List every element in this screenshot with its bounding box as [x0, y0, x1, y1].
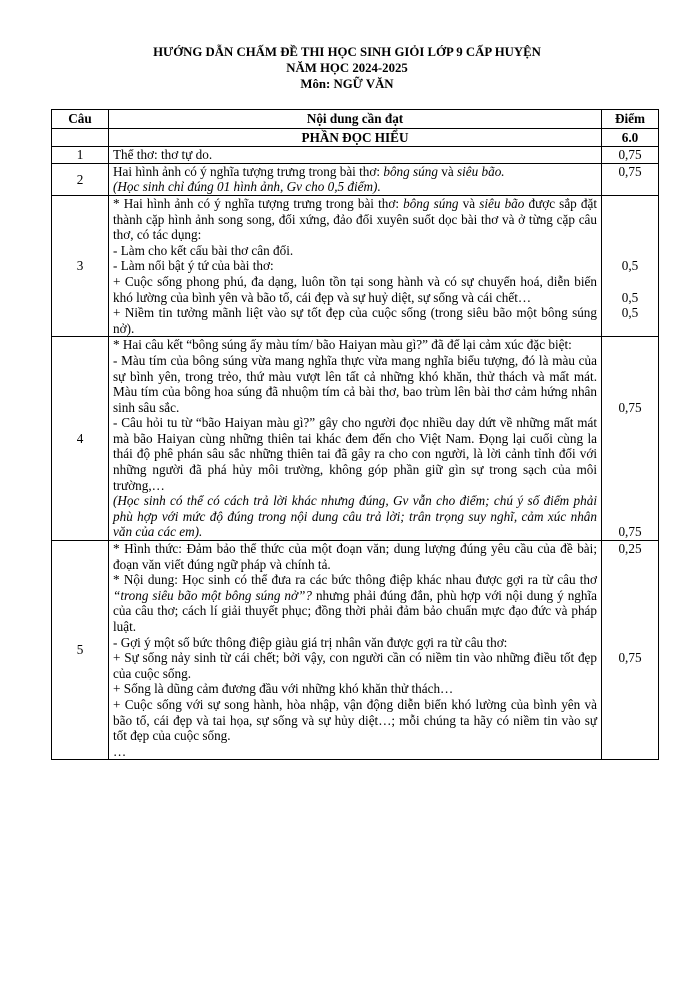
score-value: 0,25 — [618, 541, 642, 557]
answer-paragraph: * Hai hình ảnh có ý nghĩa tượng trưng trong bài thơ: bông súng và siêu bão được sắp đặt thành cặp hình ảnh song song, đối xứng, đảo đối xuyên suốt dọc bài thơ và ở từng cặp câu thơ, có tác dụng: — [113, 195, 597, 243]
document-header — [0, 44, 694, 92]
document-title: HƯỚNG DẪN CHẤM ĐỀ THI HỌC SINH GIỎI LỚP 9 CẤP HUYỆN — [153, 45, 541, 59]
score-cell: 0,75 — [602, 147, 659, 164]
table-row — [52, 195, 659, 336]
score-cell — [602, 195, 659, 336]
answer-content: Thể thơ: thơ tự do. — [109, 147, 602, 164]
question-number: 4 — [52, 337, 109, 541]
score-value: 0,75 — [618, 399, 642, 415]
subject-label: Môn: NGỮ VĂN — [300, 77, 394, 91]
section-score: 6.0 — [602, 128, 659, 147]
table-row — [52, 163, 659, 195]
answer-paragraph: * Nội dung: Học sinh có thể đưa ra các bức thông điệp khác nhau được gợi ra từ câu thơ “trong siêu bão một bông súng nở”? nhưng phải đúng đắn, phù hợp với nội dung ý nghĩa của câu thơ; cách lí giải thuyết phục; đồng thời phải đảm bảo chuẩn mực đạo đức và pháp luật. — [113, 572, 597, 634]
answer-text: Hai hình ảnh có ý nghĩa tượng trưng trong bài thơ: — [113, 163, 384, 179]
answer-paragraph: - Màu tím của bông súng vừa mang nghĩa thực vừa mang nghĩa biểu tượng, đó là màu của sự bình yên, trong trẻo, thứ màu vượt lên tất cả những khó khăn, thử thách và mất mát. Màu tím của bông hoa súng đã nhuộm tím cả bài thơ, bao trùm lên bài thơ cảm hứng nhân sinh sâu sắc. — [113, 352, 597, 415]
table-row — [52, 541, 659, 760]
answer-paragraph: + Cuộc sống với sự song hành, hòa nhập, vận động diễn biến khó lường của bình yên và bão tố, cái đẹp và tai họa, sự sống và sự hủy diệt…; mỗi chúng ta hãy có niềm tin vào sự tốt đẹp của cuộc sống. — [113, 696, 597, 744]
answer-paragraph: - Làm nổi bật ý tứ của bài thơ: — [113, 258, 274, 274]
answer-paragraph: - Câu hỏi tu từ “bão Haiyan màu gì?” gây cho người đọc nhiều day dứt về những mất mát mà bão Haiyan cùng những thiên tai khác đem đến cho Việt Nam. Đọng lại cuối cùng la thái độ phê phán sâu sắc những thiên tai đã gây ra cho con người, là lời cảnh tỉnh đối với những người đã phá hủy môi trường, không góp phần giữ gìn sự trong sạch của môi trường,… — [113, 415, 597, 493]
answer-text-italic: bông súng — [383, 163, 438, 179]
score-value: 0,5 — [621, 289, 639, 305]
answer-paragraph: - Làm cho kết cấu bài thơ cân đối. — [113, 242, 294, 258]
answer-paragraph: + Sống là dũng cảm đương đầu với những khó khăn thử thách… — [113, 681, 454, 697]
question-number: 3 — [52, 195, 109, 336]
answer-content — [109, 163, 602, 195]
section-empty-cell — [52, 128, 109, 147]
score-value: 0,75 — [618, 524, 642, 540]
answer-text-italic: siêu bão. — [456, 163, 505, 179]
table-row — [52, 337, 659, 541]
answer-text: và — [437, 163, 457, 179]
answer-paragraph: - Gợi ý một số bức thông điệp giàu giá trị nhân văn được gợi ra từ câu thơ: — [113, 634, 508, 650]
score-value: 0,75 — [618, 650, 642, 666]
answer-paragraph: + Sự sống nảy sinh từ cái chết; bởi vậy, con người cần có niềm tin vào những điều tốt đẹp của cuộc sống. — [113, 650, 597, 681]
answer-content — [109, 195, 602, 336]
table-header-row — [52, 110, 659, 129]
column-header-question: Câu — [52, 110, 109, 129]
grading-table — [51, 109, 659, 760]
score-cell — [602, 337, 659, 541]
section-title: PHẦN ĐỌC HIỂU — [109, 128, 602, 147]
section-row — [52, 128, 659, 147]
answer-content — [109, 337, 602, 541]
grading-note: (Học sinh có thể có cách trả lời khác nhưng đúng, Gv vẫn cho điểm; chú ý số điểm phải phù hợp với mức độ đúng trong nội dung câu trả lời; trân trọng suy nghĩ, cảm xúc nhân văn của các em). — [113, 493, 597, 540]
score-value: 0,5 — [621, 258, 639, 274]
question-number: 5 — [52, 541, 109, 760]
column-header-content: Nội dung cần đạt — [109, 110, 602, 129]
answer-content — [109, 541, 602, 760]
answer-paragraph: … — [113, 743, 127, 759]
question-number: 2 — [52, 163, 109, 195]
score-cell: 0,75 — [602, 163, 659, 195]
column-header-score: Điểm — [602, 110, 659, 129]
answer-paragraph: * Hình thức: Đảm bảo thể thức của một đoạn văn; dung lượng đúng yêu cầu của đề bài; đoạn văn viết đúng ngữ pháp và chính tả. — [113, 541, 597, 572]
answer-paragraph: + Cuộc sống phong phú, đa dạng, luôn tồn tại song hành và có sự chuyển hoá, diễn biến khó lường của bình yên và bão tố, cái đẹp và sự huỷ diệt, sự sống và cái chết… — [113, 273, 597, 305]
score-value: 0,5 — [621, 305, 639, 321]
school-year: NĂM HỌC 2024-2025 — [286, 61, 408, 75]
score-cell — [602, 541, 659, 760]
grading-note: (Học sinh chỉ đúng 01 hình ảnh, Gv cho 0,5 điểm). — [113, 179, 381, 195]
answer-paragraph: + Niềm tin tưởng mãnh liệt vào sự tốt đẹp của cuộc sống (trong siêu bão một bông súng nở). — [113, 305, 597, 336]
table-row — [52, 147, 659, 164]
answer-paragraph: * Hai câu kết “bông súng ấy màu tím/ bão Haiyan màu gì?” đã để lại cảm xúc đặc biệt: — [113, 337, 572, 353]
question-number: 1 — [52, 147, 109, 164]
